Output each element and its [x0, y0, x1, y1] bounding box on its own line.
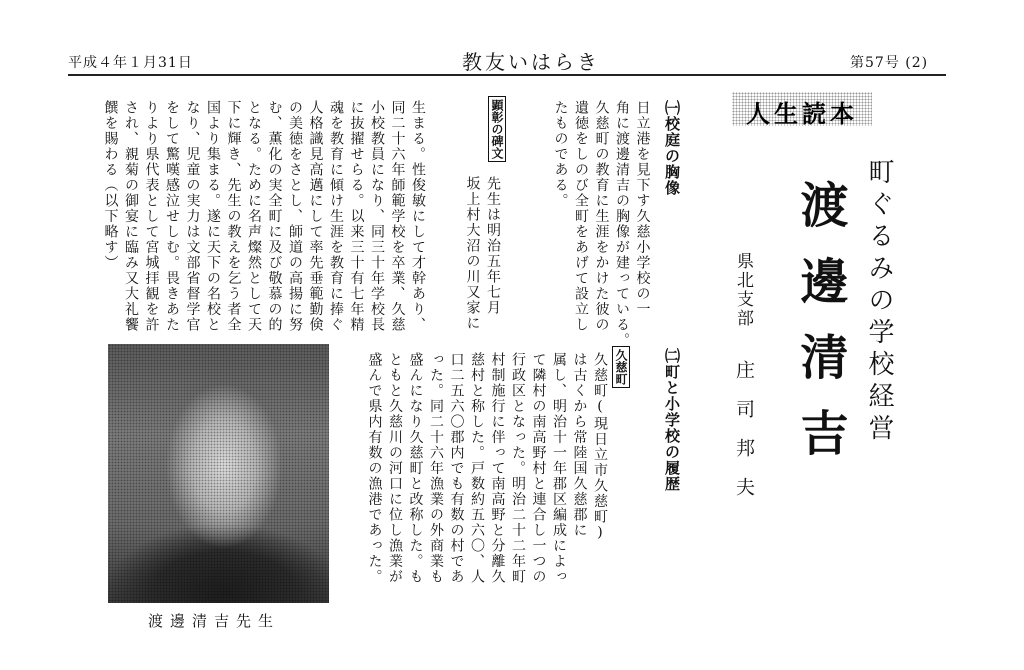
- issue-number: 第57号 (2): [850, 55, 929, 71]
- section-heading-1: ㈠校庭の胸像: [663, 100, 681, 196]
- body-line: 同二十六年師範学校を卒業、久慈: [389, 100, 406, 333]
- article-subtitle: 町ぐるみの学校経営: [864, 158, 894, 446]
- photo-caption: 渡邊清吉先生: [148, 612, 281, 630]
- body-line: 口二五六〇郡内でも有数の村であ: [448, 352, 465, 585]
- body-line: 坂上村大沼の川又家に: [464, 176, 481, 331]
- body-line: 小校教員になり、同三十年学校長: [369, 100, 385, 333]
- body-line: 属し、明治十一年郡区編成によっ: [551, 352, 567, 585]
- boxed-label-kuji-town: 久慈町: [612, 346, 630, 388]
- body-line: 魂を教育に傾け生涯を教育に捧ぐ: [328, 100, 344, 333]
- article-title-name: 渡邊清吉: [792, 180, 848, 484]
- body-line: む、薫化の実全町に及び敬慕の的: [266, 100, 283, 333]
- body-line: て隣村の南高野村と連合し一つの: [530, 352, 547, 585]
- body-line: った。同二十六年漁業の外商業も: [428, 352, 444, 585]
- body-column-3: [100, 100, 428, 333]
- body-line: となる。ために名声燦然として天: [246, 100, 262, 333]
- body-line: 行政区となった。明治二十二年町: [510, 352, 526, 585]
- column-banner-label: 人生読本: [746, 100, 858, 128]
- section-heading-2: ㈡町と小学校の履歴: [663, 348, 681, 492]
- body-line: 久慈町の教育に生涯をかけた彼の: [593, 100, 610, 333]
- body-line: 慈村と称した。戸数約五六〇、人: [469, 352, 485, 585]
- body-line: に抜擢せらる。以来三十有七年精: [348, 100, 365, 333]
- boxed-label-epitaph: 顕彰の碑文: [488, 96, 506, 162]
- body-column-4: [364, 352, 610, 585]
- header-divider: [68, 74, 946, 76]
- halftone-overlay: [108, 344, 329, 603]
- newsletter-title: 教友いはらき: [462, 50, 600, 74]
- body-line: は古くから常陸国久慈郡に: [571, 352, 588, 538]
- author-branch: 県北支部: [733, 252, 753, 328]
- portrait-photo: [108, 344, 329, 603]
- body-line: 日立港を見下す久慈小学校の一: [634, 100, 651, 317]
- body-line: 饌を賜わる（以下略す）: [102, 100, 119, 271]
- body-line: なり、児童の実力は文部省督学官: [184, 100, 201, 333]
- body-line: 盛んで県内有数の漁港であった。: [366, 352, 383, 585]
- body-line: 村制施行に伴って南高野と分離久: [489, 352, 506, 585]
- body-line: 国より集まる。遂に天下の名校と: [205, 100, 221, 333]
- author-name: 庄司邦夫: [733, 360, 755, 516]
- body-line: をして驚嘆感泣せしむ。畏きあた: [164, 100, 180, 333]
- column-banner: [732, 92, 872, 126]
- body-line: たものである。: [552, 100, 569, 209]
- body-line: され、親菊の御宴に臨み又大礼饗: [123, 100, 139, 333]
- body-line: 盛んになり久慈町と改称した。も: [407, 352, 424, 585]
- body-column-2: [462, 176, 503, 331]
- body-line: りより県代表として宮城拝観を許: [143, 100, 160, 333]
- body-line: 久慈町(現日立市久慈町): [592, 352, 608, 542]
- body-line: 角に渡邊清吉の胸像が建っている。: [614, 100, 630, 348]
- body-line: の美徳をさとし、師道の高揚に努: [287, 100, 303, 333]
- issue-date: 平成４年１月31日: [68, 55, 193, 71]
- body-line: ともと久慈川の河口に位し漁業が: [387, 352, 403, 585]
- body-line: 先生は明治五年七月: [485, 176, 501, 316]
- body-line: 人格識見高邁にして率先垂範勤倹: [307, 100, 324, 333]
- body-line: 下に輝き、先生の教えを乞う者全: [225, 100, 242, 333]
- body-line: 生まる。性俊敏にして才幹あり、: [410, 100, 426, 333]
- body-line: 遺徳をしのび全町をあげて設立し: [573, 100, 589, 333]
- body-column-1: [550, 100, 653, 348]
